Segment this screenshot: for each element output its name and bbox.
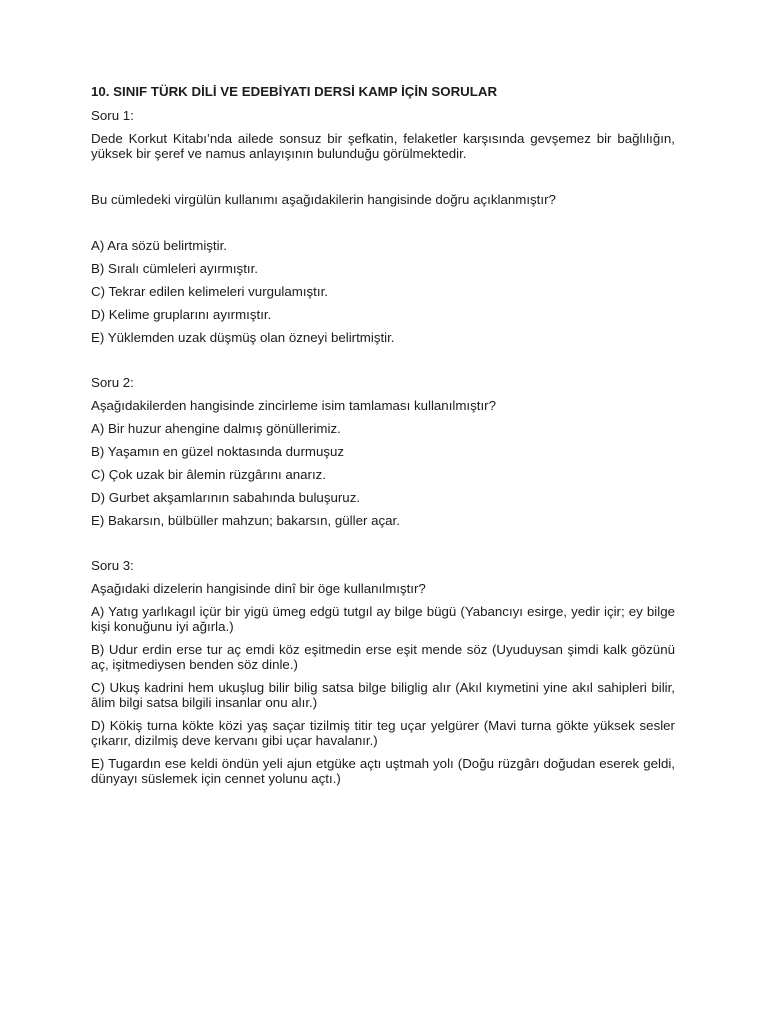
question-2-option-e: E) Bakarsın, bülbüller mahzun; bakarsın, güller açar. [91, 513, 400, 528]
document-page [91, 84, 675, 794]
question-1-option-e: E) Yüklemden uzak düşmüş olan özneyi belirtmiştir. [91, 330, 395, 345]
question-2-option-c: C) Çok uzak bir âlemin rüzgârını anarız. [91, 467, 327, 482]
question-1-option-b: B) Sıralı cümleleri ayırmıştır. [91, 261, 258, 276]
question-3-option-b: B) Udur erdin erse tur aç emdi köz eşitmedin erse eşit mende söz (Uyuduysan şimdi kalk gözünü aç, işitmediysen benden söz dinle.) [91, 642, 675, 672]
question-2-option-d: D) Gurbet akşamlarının sabahında buluşuruz. [91, 490, 361, 505]
question-2-label: Soru 2: [91, 375, 134, 390]
question-2-prompt: Aşağıdakilerden hangisinde zincirleme isim tamlaması kullanılmıştır? [91, 398, 496, 413]
question-2-option-b: B) Yaşamın en güzel noktasında durmuşuz [91, 444, 345, 459]
document-title: 10. SINIF TÜRK DİLİ VE EDEBİYATI DERSİ KAMP İÇİN SORULAR [91, 84, 498, 99]
question-3-option-c: C) Ukuş kadrini hem ukuşlug bilir bilig satsa bilge biliglig alır (Akıl kıymetini yine akıl sahipleri bilir, âlim bilgi satsa bilgili insanlar onu alır.) [91, 680, 675, 710]
question-1-option-a: A) Ara sözü belirtmiştir. [91, 238, 227, 253]
question-1-option-c: C) Tekrar edilen kelimeleri vurgulamıştır. [91, 284, 328, 299]
question-3-label: Soru 3: [91, 558, 134, 573]
question-1-prompt: Bu cümledeki virgülün kullanımı aşağıdakilerin hangisinde doğru açıklanmıştır? [91, 192, 556, 207]
question-1-passage: Dede Korkut Kitabı’nda ailede sonsuz bir şefkatin, felaketler karşısında gevşemez bir bağlılığın, yüksek bir şeref ve namus anlayışının bulunduğu görülmektedir. [91, 131, 675, 161]
question-1-label: Soru 1: [91, 108, 134, 123]
question-1-option-d: D) Kelime gruplarını ayırmıştır. [91, 307, 272, 322]
question-3-option-e: E) Tugardın ese keldi öndün yeli ajun etgüke açtı uştmah yolı (Doğu rüzgârı doğudan eserek geldi, dünyayı süslemek için cennet yolunu açtı.) [91, 756, 675, 786]
question-3-option-d: D) Kökiş turna kökte közi yaş saçar tizilmiş titir teg uçar yelgürer (Mavi turna gökte yüksek sesler çıkarır, dizilmiş deve kervanı gibi uçar havalanır.) [91, 718, 675, 748]
question-3-option-a: A) Yatıg yarlıkagıl içür bir yigü ümeg edgü tutgıl ay bilge bügü (Yabancıyı esirge, yedir içir; ey bilge kişi konuğunu iyi ağırla.) [91, 604, 675, 634]
question-3-prompt: Aşağıdaki dizelerin hangisinde dinî bir öge kullanılmıştır? [91, 581, 426, 596]
question-2-option-a: A) Bir huzur ahengine dalmış gönüllerimiz. [91, 421, 341, 436]
